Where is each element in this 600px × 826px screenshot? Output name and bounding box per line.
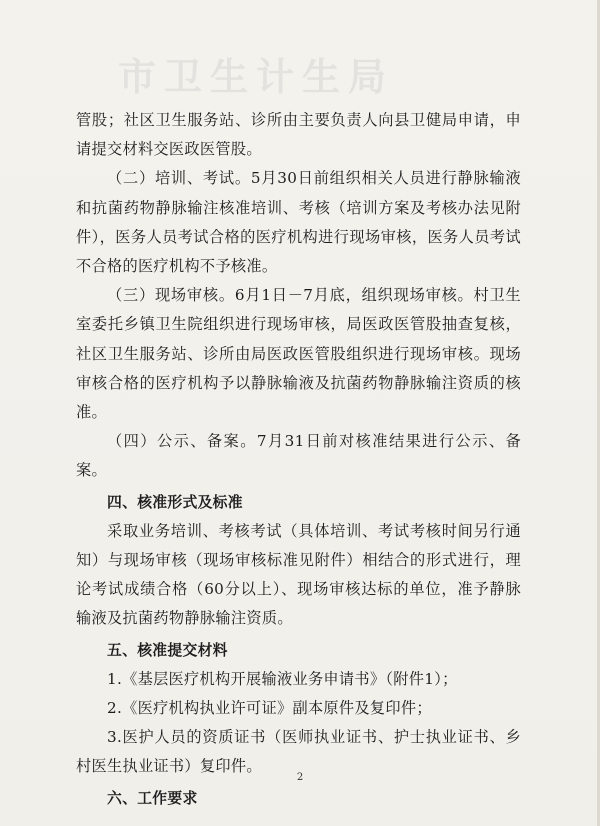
list-item-2: 2.《医疗机构执业许可证》副本原件及复印件； <box>107 699 432 718</box>
section-heading-4: 四、核准形式及标准 <box>107 493 243 511</box>
paragraph-publicity-filing: （四）公示、备案。7月31日前对核准结果进行公示、备案。 <box>76 432 521 480</box>
page-number: 2 <box>296 772 304 783</box>
paragraph-onsite-review: （三）现场审核。6月1日－7月底，组织现场审核。村卫生室委托乡镇卫生院组织进行现场审核，局医政医管股抽查复核，社区卫生服务站、诊所由局医政医管股组织进行现场审核。现场审核合格的医疗机构予以静脉输液及抗菌药物静脉输注资质的核准。 <box>76 286 521 422</box>
paragraph-approval-form: 采取业务培训、考核考试（具体培训、考试考核时间另行通知）与现场审核（现场审核标准见附件）相结合的形式进行，理论考试成绩合格（60分以上）、现场审核达标的单位，准予静脉输液及抗菌药物静脉输注资质。 <box>76 521 521 628</box>
section-heading-5: 五、核准提交材料 <box>107 641 228 659</box>
list-item-1: 1.《基层医疗机构开展输液业务申请书》（附件1）； <box>107 669 458 688</box>
paragraph-continuation: 管股；社区卫生服务站、诊所由主要负责人向县卫健局申请，申请提交材料交医政医管股。 <box>76 111 521 159</box>
list-item-3: 3.医护人员的资质证书（医师执业证书、护士执业证书、乡村医生执业证书）复印件。 <box>76 728 521 776</box>
document-body <box>76 106 521 813</box>
paragraph-training-exam: （二）培训、考试。5月30日前组织相关人员进行静脉输液和抗菌药物静脉输注核准培训、考核（培训方案及考核办法见附件），医务人员考试合格的医疗机构进行现场审核，医务人员考试不合格的医疗机构不予核准。 <box>76 169 521 276</box>
letterhead-bleed-through: 市卫生计生局 <box>118 54 395 94</box>
section-heading-6: 六、工作要求 <box>107 789 198 807</box>
